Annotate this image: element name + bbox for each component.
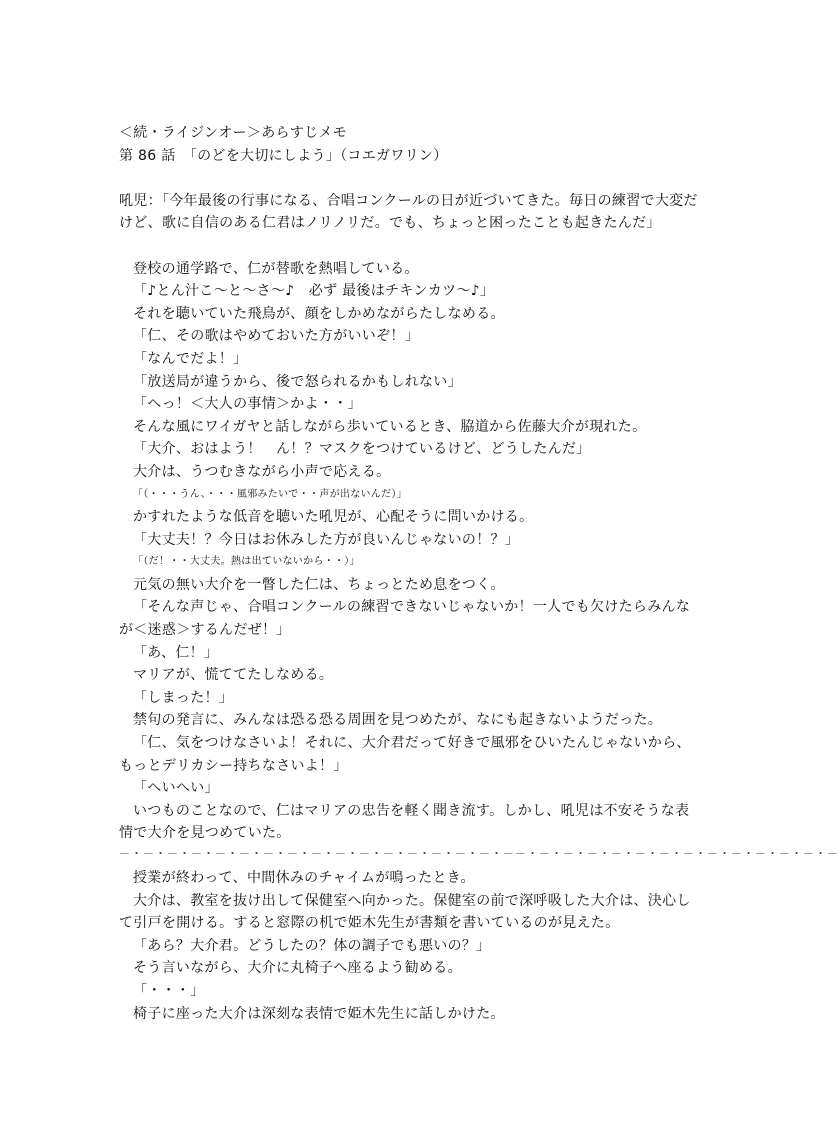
text-line: 大介は、教室を抜け出して保健室へ向かった。保健室の前で深呼吸した大介は、決心し <box>133 892 691 909</box>
text-line: もっとデリカシー持ちなさいよ！」 <box>119 757 348 774</box>
text-line: 椅子に座った大介は深刻な表情で姫木先生に話しかけた。 <box>133 1005 505 1022</box>
text-line: そんな風にワイガヤと話しながら歩いているとき、脇道から佐藤大介が現れた。 <box>133 418 647 435</box>
text-line: が＜迷惑＞するんだぜ！」 <box>119 622 291 639</box>
text-line: かすれたような低音を聴いた吼児が、心配そうに問いかける。 <box>133 509 534 526</box>
text-line: いつものことなので、仁はマリアの忠告を軽く聞き流す。しかし、吼児は不安そうな表 <box>133 802 690 819</box>
text-line: 元気の無い大介を一瞥した仁は、ちょっとため息をつく。 <box>133 576 505 593</box>
episode-heading <box>119 145 689 168</box>
text-line: 「放送局が違うから、後で怒られるかもしれない」 <box>133 373 462 390</box>
text-line: 「仁、その歌はやめておいた方がいいぞ！」 <box>133 328 419 345</box>
text-line: 「仁、気をつけなさいよ！それに、大介君だって好きで風邪をひいたんじゃないから、 <box>133 735 691 752</box>
document-title: ＜続・ライジンオー＞あらすじメモ <box>119 125 348 141</box>
section-divider: －・－・－・－・－・－・－・－・－・－・－・－・－・－・－・－・－－・－・－・－・－・－・－・－・－・－・－・－・－・－ <box>119 847 839 860</box>
text-line: 「あ、仁！」 <box>133 644 219 661</box>
text-line: て引戸を開ける。すると窓際の机で姫木先生が書類を書いているのが見えた。 <box>119 915 620 932</box>
text-line: 「なんでだよ！」 <box>133 350 248 367</box>
text-line: 登校の通学路で、仁が替歌を熱唱している。 <box>133 260 419 277</box>
intro-line: 吼児：「今年最後の行事になる、合唱コンクールの日が近づいてきた。毎日の練習で大変だ <box>119 192 698 209</box>
text-line: そう言いながら、大介に丸椅子へ座るよう勧める。 <box>133 960 462 977</box>
text-line: 大介は、うつむきながら小声で応える。 <box>133 463 391 480</box>
whisper-line: 「（・・・うん、・・・風邪みたいで・・声が出ないんだ）」 <box>133 488 407 500</box>
episode-title: 「のどを大切にしよう」（コエガワリン） <box>189 147 448 164</box>
text-line: 授業が終わって、中間休みのチャイムが鳴ったとき。 <box>133 870 475 886</box>
text-line: 「へっ！＜大人の事情＞かよ・・」 <box>133 396 362 413</box>
spacer <box>119 167 689 190</box>
text-line: マリアが、慌ててたしなめる。 <box>133 667 334 684</box>
whisper-line: 「（だ！・・大丈夫。熱は出ていないから・・）」 <box>133 556 360 568</box>
text-line: 「あら？大介君。どうしたの？体の調子でも悪いの？」 <box>133 937 491 954</box>
text-line: それを聴いていた飛鳥が、顔をしかめながらたしなめる。 <box>133 305 505 322</box>
text-line: 「大丈夫！？今日はお休みした方が良いんじゃないの！？」 <box>133 531 520 548</box>
text-line: 禁句の発言に、みんなは恐る恐る周囲を見つめたが、なにも起きないようだった。 <box>133 712 663 729</box>
text-line: 「そんな声じゃ、合唱コンクールの練習できないじゃないか！一人でも欠けたらみんな <box>133 599 691 616</box>
document-page <box>119 122 839 1025</box>
text-line: 「・・・」 <box>133 982 205 999</box>
spacer <box>119 235 689 258</box>
episode-number: 第 86 話 <box>119 147 176 164</box>
text-line: 「しまった！」 <box>133 689 234 706</box>
text-line: 「大介、おはよう！ ん！？マスクをつけているけど、どうしたんだ」 <box>133 441 591 458</box>
text-line: 「♪とん汁こ～と～さ～♪ 必ず 最後はチキンカツ～♪」 <box>133 283 495 300</box>
intro-line: けど、歌に自信のある仁君はノリノリだ。でも、ちょっと困ったことも起きたんだ」 <box>119 215 661 232</box>
text-line: 「へいへい」 <box>133 780 219 797</box>
text-line: 情で大介を見つめていた。 <box>119 825 291 842</box>
